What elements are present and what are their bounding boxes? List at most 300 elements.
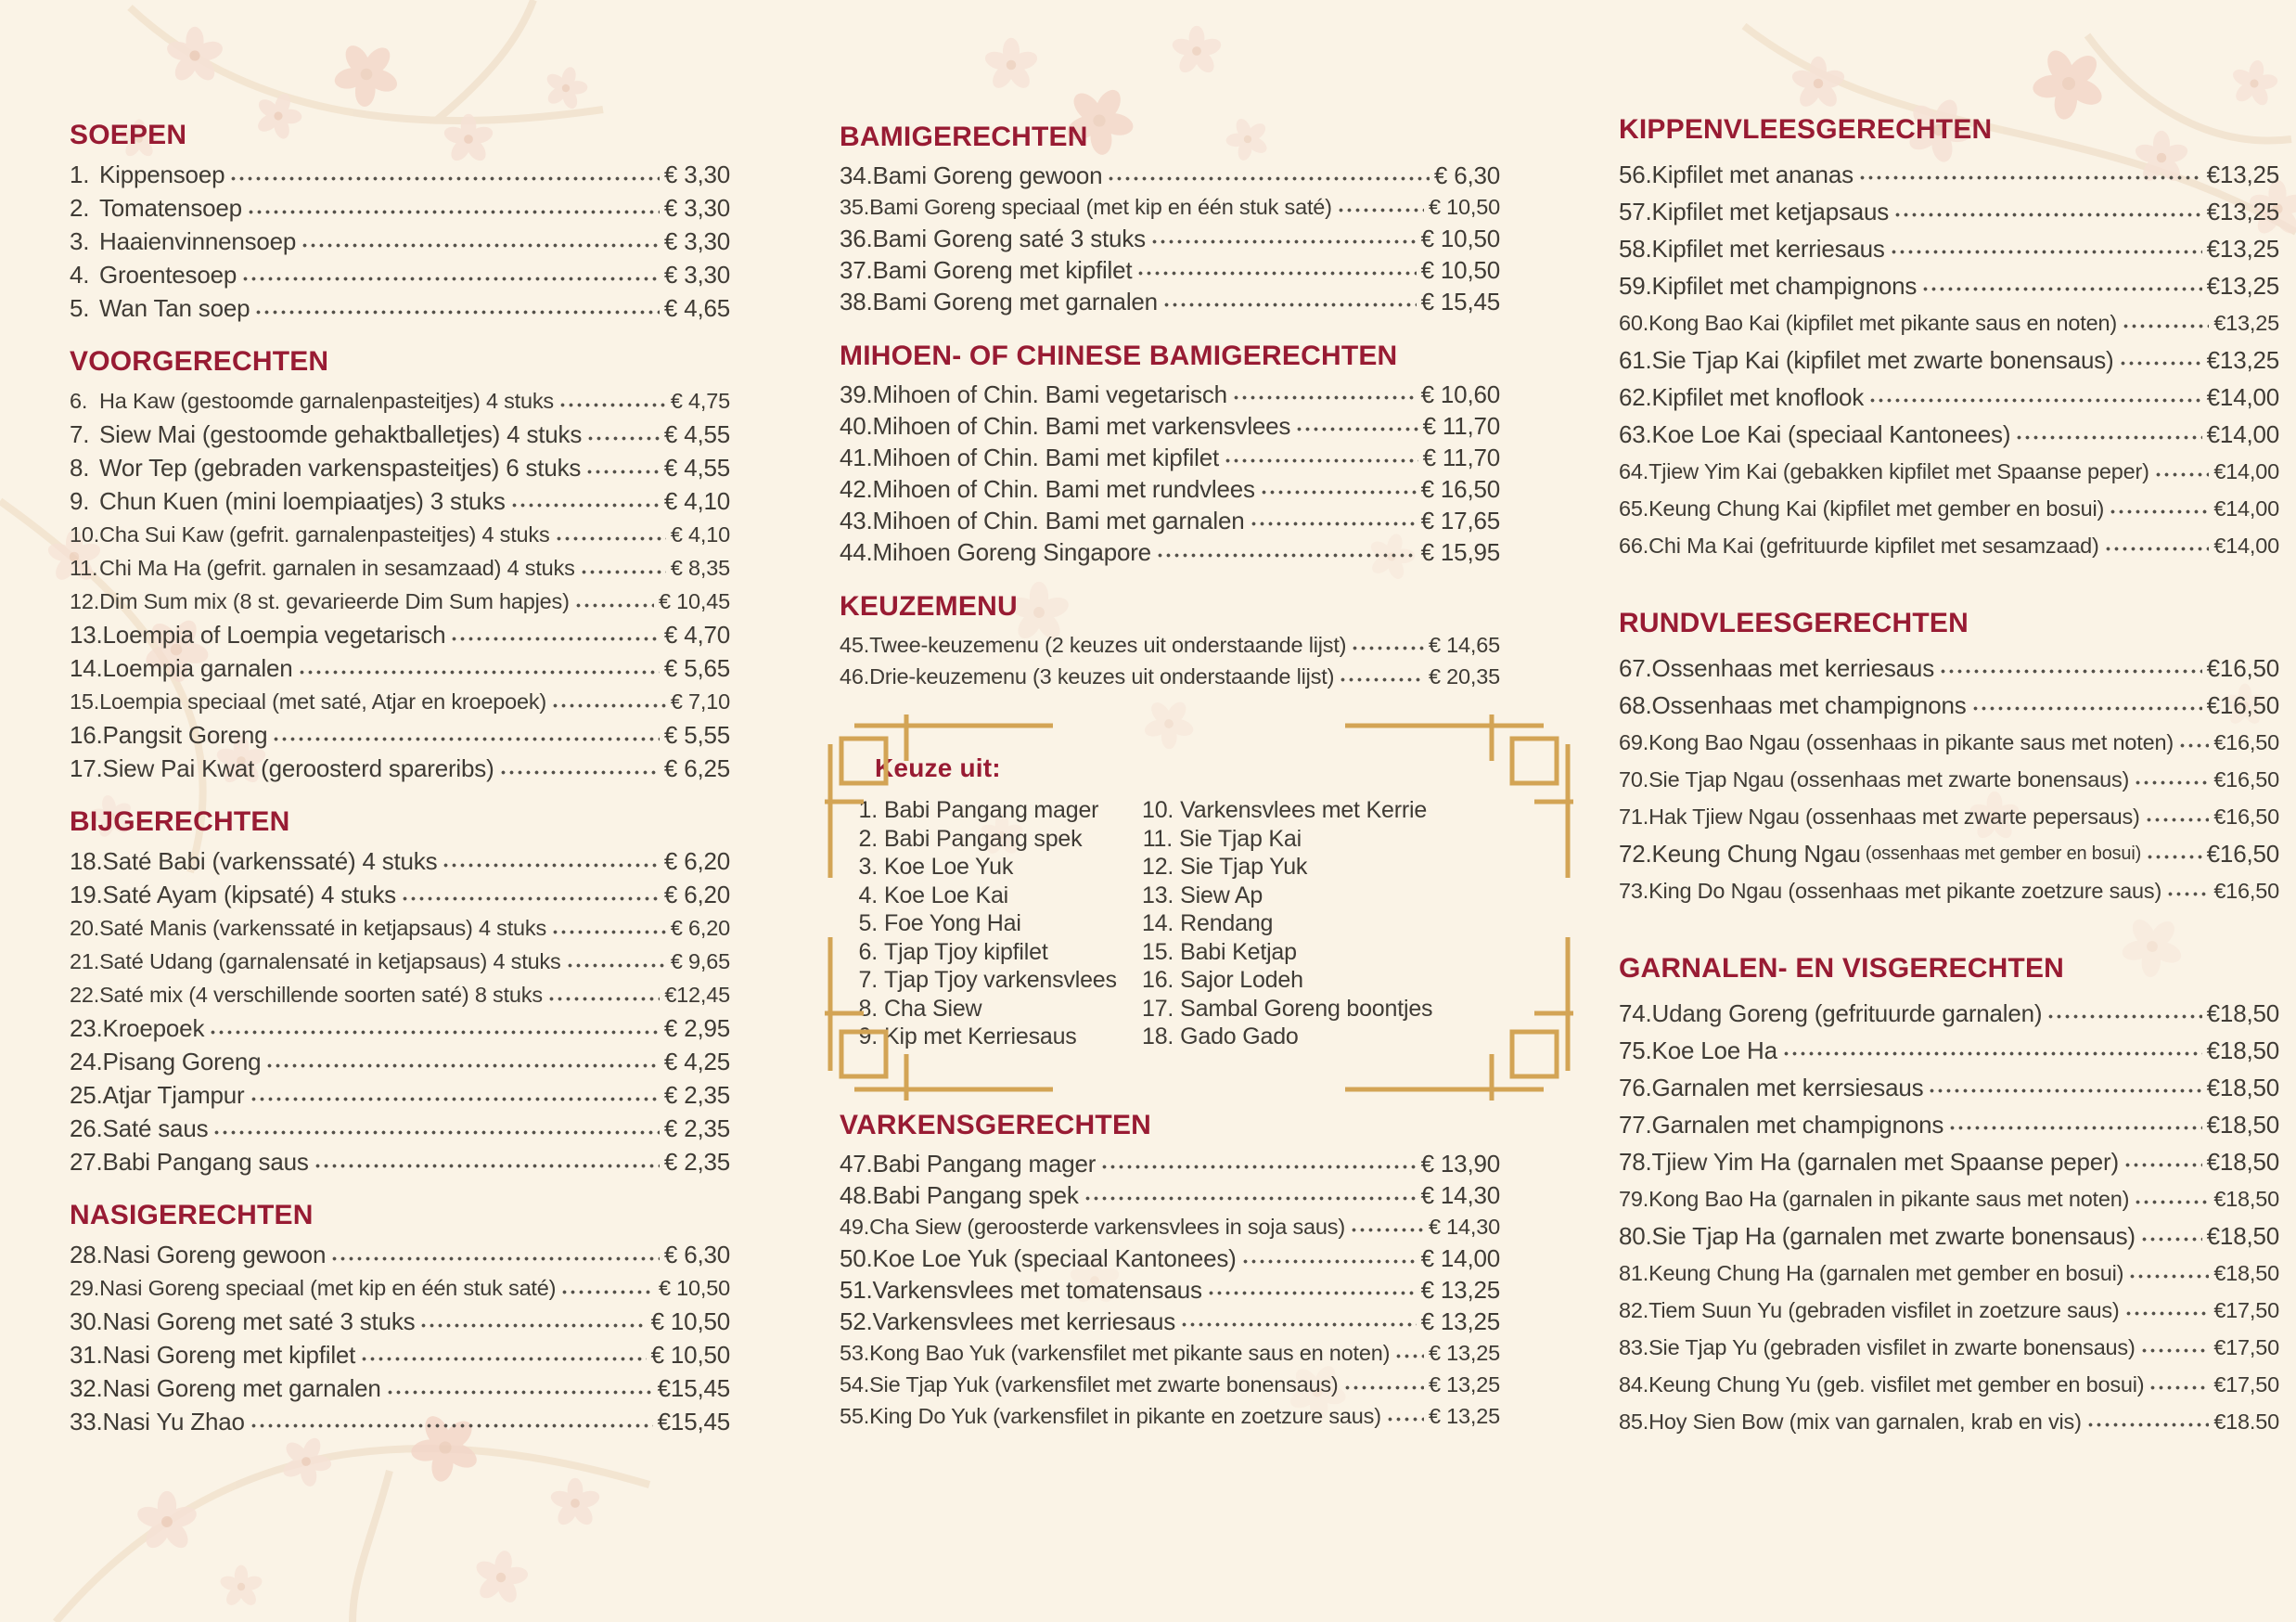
item-name: Wan Tan soep [99, 294, 250, 322]
item-name: Cha Sui Kaw (gefrit. garnalenpasteitjes) 4 stuks [99, 522, 550, 547]
item-price: € 13,25 [1420, 1276, 1500, 1304]
column-left [70, 121, 730, 1461]
dot-leader [551, 911, 666, 945]
dot-leader [2178, 724, 2209, 761]
menu-item [70, 1238, 730, 1271]
item-name: Chi Ma Kai (gefrituurde kipfilet met sesamzaad) [1648, 534, 2099, 558]
menu-item [70, 384, 730, 418]
menu-item [70, 1371, 730, 1405]
menu-item [70, 911, 730, 945]
item-name: Gado Gado [1180, 1023, 1299, 1049]
dot-leader [1890, 230, 2202, 267]
item-price: €14,00 [2206, 420, 2279, 448]
item-number: 42. [840, 475, 873, 503]
menu-item [840, 505, 1500, 536]
menu-item [1619, 1032, 2279, 1069]
menu-item [840, 1211, 1500, 1242]
dot-leader [1260, 473, 1417, 505]
item-name: Kipfilet met ananas [1651, 161, 1853, 188]
item-name: Bami Goreng saté 3 stuks [872, 225, 1146, 252]
item-name: Pisang Goreng [102, 1048, 262, 1075]
item-name: Sie Tjap Ngau (ossenhaas met zwarte bonensaus) [1648, 767, 2130, 792]
menu-item [840, 191, 1500, 223]
item-price: € 11,70 [1422, 444, 1500, 471]
dot-leader [247, 191, 660, 225]
item-price: € 5,55 [663, 721, 730, 749]
item-price: € 9,65 [670, 949, 730, 973]
item-number: 5. [858, 910, 878, 936]
item-price: €18,50 [2213, 1187, 2279, 1211]
item-name: Drie-keuzemenu (3 keuzes uit onderstaande lijst) [869, 664, 1335, 689]
choice-item [1142, 909, 1577, 938]
dot-leader [2154, 453, 2210, 490]
item-name: Tjiew Yim Kai (gebakken kipfilet met Spaanse peper) [1648, 459, 2149, 483]
item-name: Haaienvinnensoep [99, 227, 297, 255]
menu-item [70, 1405, 730, 1438]
item-name: Babi Pangang saus [102, 1148, 309, 1176]
item-price: € 10,45 [658, 589, 730, 613]
item-name: Sie Tjap Kai [1179, 825, 1302, 852]
item-price: € 20,35 [1428, 664, 1500, 689]
dot-leader [558, 384, 666, 418]
item-price: € 10,50 [658, 1276, 730, 1300]
dot-leader [2148, 1366, 2209, 1403]
item-name: Sie Tjap Kai (kipfilet met zwarte bonensaus) [1651, 346, 2114, 374]
section-title: KIPPENVLEESGERECHTEN [1619, 114, 1993, 145]
item-number: 85. [1619, 1410, 1649, 1434]
item-number: 29. [70, 1276, 100, 1300]
item-number: 48. [840, 1181, 873, 1209]
item-name: Keung Chung Ha (garnalen met gember en bosui) [1648, 1261, 2124, 1285]
dot-leader [1948, 1106, 2202, 1143]
menu-item [1619, 798, 2279, 835]
corner-ornament-icon [1345, 711, 1577, 878]
item-name: King Do Yuk (varkensfilet in pikante en zoetzure saus) [869, 1404, 1381, 1428]
item-name: Kong Bao Yuk (varkensfilet met pikante saus en noten) [869, 1341, 1391, 1365]
item-price: € 14,30 [1420, 1181, 1500, 1209]
item-name: Loempia garnalen [102, 654, 293, 682]
menu-item [840, 410, 1500, 442]
item-price: €15,45 [657, 1374, 730, 1402]
item-number: 65. [1619, 496, 1649, 521]
item-name: Udang Goreng (gefrituurde garnalen) [1651, 999, 2043, 1027]
section-title: VARKENSGERECHTEN [840, 1110, 1152, 1140]
menu-item [1619, 1180, 2279, 1217]
item-name: Groentesoep [99, 261, 237, 289]
dot-leader [551, 685, 666, 718]
item-number: 15. [70, 689, 100, 714]
menu-section [840, 122, 1500, 317]
column-middle-top [840, 122, 1500, 716]
menu-item [840, 1179, 1500, 1211]
item-price: €16,50 [2213, 730, 2279, 754]
dot-leader [250, 1405, 653, 1438]
item-name: Sie Tjap Ha (garnalen met zwarte bonensaus) [1651, 1222, 2136, 1250]
item-number: 73. [1619, 879, 1649, 903]
choice-item [1142, 882, 1577, 910]
item-number: 43. [840, 507, 873, 534]
menu-item [70, 585, 730, 618]
item-number: 39. [840, 380, 873, 408]
item-number: 61. [1619, 346, 1652, 374]
dot-leader [2140, 1329, 2210, 1366]
dot-leader [450, 618, 660, 651]
menu-item [1619, 156, 2279, 193]
section-title: BAMIGERECHTEN [840, 122, 1088, 152]
dot-leader [229, 158, 660, 191]
menu-item [70, 258, 730, 291]
item-price: € 10,50 [1420, 225, 1500, 252]
menu-item [1619, 1403, 2279, 1440]
item-name: Kroepoek [102, 1014, 205, 1042]
dot-leader [1868, 379, 2202, 416]
menu-item [70, 1305, 730, 1338]
item-number: 36. [840, 225, 873, 252]
item-name: Nasi Goreng gewoon [102, 1241, 327, 1268]
item-number: 3. [858, 854, 878, 880]
item-name: Sajor Lodeh [1180, 967, 1303, 993]
section-title: SOEPEN [70, 120, 187, 150]
item-name: King Do Ngau (ossenhaas met pikante zoetzure saus) [1648, 879, 2162, 903]
item-name: Wor Tep (gebraden varkenspasteitjes) 6 stuks [99, 454, 582, 482]
item-number: 12. [70, 589, 100, 613]
item-number: 44. [840, 538, 873, 566]
menu-item [1619, 1069, 2279, 1106]
dot-leader [555, 518, 666, 551]
item-number: 54. [840, 1372, 870, 1397]
dot-leader [2104, 527, 2210, 564]
item-name: Babi Pangang spek [872, 1181, 1079, 1209]
item-number: 23. [70, 1014, 103, 1042]
item-name: Keung Chung Ngau [1651, 840, 1861, 868]
menu-item [70, 418, 730, 451]
menu-item [70, 878, 730, 911]
item-price: € 4,65 [663, 294, 730, 322]
item-number: 32. [70, 1374, 103, 1402]
item-price: €13,25 [2206, 346, 2279, 374]
dot-leader [442, 844, 659, 878]
dot-leader [1180, 1306, 1417, 1337]
menu-item [1619, 761, 2279, 798]
item-price: € 6,20 [663, 881, 730, 908]
item-name: Kong Bao Ngau (ossenhaas in pikante saus met noten) [1648, 730, 2174, 754]
item-price: €16,50 [2213, 805, 2279, 829]
dot-leader [1971, 687, 2202, 724]
dot-leader [547, 978, 660, 1011]
item-price: € 2,95 [663, 1014, 730, 1042]
item-price: € 3,30 [663, 261, 730, 289]
item-price: € 2,35 [663, 1114, 730, 1142]
dot-leader [499, 752, 660, 785]
item-price: € 4,10 [663, 487, 730, 515]
item-number: 62. [1619, 383, 1652, 411]
item-name: Atjar Tjampur [102, 1081, 245, 1109]
item-price: € 6,30 [1433, 161, 1500, 189]
item-number: 79. [1619, 1187, 1649, 1211]
item-name: Mihoen of Chin. Bami met varkensvlees [872, 412, 1291, 440]
dot-leader [1224, 442, 1418, 473]
dot-leader [1207, 1274, 1417, 1306]
menu-item [1619, 341, 2279, 379]
item-name: Nasi Goreng met saté 3 stuks [102, 1307, 416, 1335]
item-number: 67. [1619, 654, 1652, 682]
dot-leader [254, 291, 660, 325]
item-number: 28. [70, 1241, 103, 1268]
choice-item [847, 909, 1142, 938]
item-name: Koe Loe Kai [884, 882, 1009, 908]
menu-section [840, 1111, 1500, 1432]
item-price: €14,00 [2213, 496, 2279, 521]
item-price: € 13,25 [1428, 1372, 1500, 1397]
section-title: KEUZEMENU [840, 591, 1018, 622]
item-name: Saté saus [102, 1114, 209, 1142]
item-name: Loempia of Loempia vegetarisch [102, 621, 446, 649]
item-number: 11. [70, 556, 98, 580]
menu-section [1619, 115, 2279, 564]
dot-leader [386, 1371, 653, 1405]
item-name: Kong Bao Ha (garnalen in pikante saus met noten) [1648, 1187, 2130, 1211]
item-name: Hoy Sien Bow (mix van garnalen, krab en vis) [1648, 1410, 2082, 1434]
item-name: Bami Goreng met garnalen [872, 288, 1158, 315]
choice-item [847, 882, 1142, 910]
menu-item [70, 291, 730, 325]
dot-leader [301, 225, 660, 258]
menu-item [70, 844, 730, 878]
dot-leader [585, 451, 660, 484]
menu-item [70, 1271, 730, 1305]
menu-item [1619, 267, 2279, 304]
item-name: Bami Goreng speciaal (met kip en één stuk saté) [869, 195, 1332, 219]
menu-item [70, 1011, 730, 1045]
item-number: 15. [1142, 938, 1174, 965]
menu-item [840, 1148, 1500, 1179]
item-number: 7. [858, 967, 878, 993]
item-price: €18,50 [2213, 1261, 2279, 1285]
menu-item [1619, 650, 2279, 687]
menu-section [70, 807, 730, 1178]
item-price: €18,50 [2206, 1111, 2279, 1139]
item-price: € 2,35 [663, 1148, 730, 1176]
item-number: 4. [858, 882, 878, 908]
menu-item [1619, 1366, 2279, 1403]
item-name: Sie Tjap Yuk [1180, 854, 1308, 880]
item-name: Saté Babi (varkenssaté) 4 stuks [102, 847, 438, 875]
item-name: Cha Siew [884, 995, 982, 1022]
corner-ornament-icon [821, 711, 1053, 878]
menu-item [1619, 379, 2279, 416]
item-name: Mihoen of Chin. Bami vegetarisch [872, 380, 1227, 408]
item-number: 72. [1619, 840, 1652, 868]
menu-item [840, 1274, 1500, 1306]
item-price: € 13,90 [1420, 1150, 1500, 1178]
item-name: Ha Kaw (gestoomde garnalenpasteitjes) 4 stuks [99, 389, 554, 413]
item-price: € 3,30 [663, 194, 730, 222]
item-price: €13,25 [2213, 311, 2279, 335]
item-name: Kipfilet met champignons [1651, 272, 1918, 300]
dot-leader [2119, 341, 2202, 379]
item-number: 24. [70, 1048, 103, 1075]
item-price: €12,45 [664, 983, 730, 1007]
item-price: €16,50 [2213, 767, 2279, 792]
item-price: € 14,30 [1428, 1215, 1500, 1239]
menu-item [1619, 995, 2279, 1032]
menu-item [1619, 230, 2279, 267]
item-name: Tjap Tjoy varkensvlees [884, 967, 1117, 993]
dot-leader [1394, 1337, 1424, 1369]
menu-section [70, 1201, 730, 1438]
item-number: 77. [1619, 1111, 1652, 1139]
item-number: 14. [70, 654, 103, 682]
dot-leader [1162, 286, 1417, 317]
dot-leader [1295, 410, 1417, 442]
menu-item [840, 661, 1500, 692]
item-number: 1. [858, 797, 878, 823]
menu-section [70, 347, 730, 785]
menu-item [1619, 490, 2279, 527]
item-number: 50. [840, 1244, 873, 1272]
dot-leader [314, 1145, 660, 1178]
item-name: Nasi Yu Zhao [102, 1408, 245, 1435]
dot-leader [2128, 1255, 2209, 1292]
dot-leader [510, 484, 660, 518]
item-name: Kipfilet met knoflook [1651, 383, 1865, 411]
dot-leader [1782, 1032, 2202, 1069]
item-name: Loempia speciaal (met saté, Atjar en kroepoek) [99, 689, 547, 714]
menu-item [1619, 1217, 2279, 1255]
dot-leader [586, 418, 660, 451]
dot-leader [1339, 661, 1424, 692]
item-name: Sambal Goreng boontjes [1180, 995, 1433, 1022]
item-name: Garnalen met champignons [1651, 1111, 1944, 1139]
item-name: Siew Ap [1180, 882, 1263, 908]
item-name: Koe Loe Kai (speciaal Kantonees) [1651, 420, 2011, 448]
item-name: Sie Tjap Yuk (varkensfilet met zwarte bonensaus) [869, 1372, 1339, 1397]
item-number: 16. [1142, 967, 1174, 993]
item-number: 84. [1619, 1372, 1649, 1397]
item-name: Bami Goreng met kipfilet [872, 256, 1133, 284]
corner-ornament-icon [1345, 937, 1577, 1104]
menu-item [840, 442, 1500, 473]
item-number: 22. [70, 983, 100, 1007]
menu-item [70, 978, 730, 1011]
dot-leader [2123, 1143, 2202, 1180]
dot-leader [560, 1271, 654, 1305]
dot-leader [1343, 1369, 1424, 1400]
item-price: €18,50 [2206, 1074, 2279, 1101]
item-price: € 4,25 [663, 1048, 730, 1075]
item-name: Varkensvlees met Kerrie [1180, 797, 1428, 823]
item-price: € 4,10 [670, 522, 730, 547]
item-name: Chi Ma Ha (gefrit. garnalen in sesamzaad) 4 stuks [99, 556, 575, 580]
menu-item [70, 451, 730, 484]
item-number: 35. [840, 195, 870, 219]
dot-leader [2134, 761, 2209, 798]
item-number: 66. [1619, 534, 1649, 558]
item-price: € 16,50 [1420, 475, 1500, 503]
item-name: Kipfilet met ketjapsaus [1651, 198, 1890, 225]
dot-leader [1156, 536, 1417, 568]
item-price: € 4,55 [663, 420, 730, 448]
dot-leader [419, 1305, 646, 1338]
item-name: Varkensvlees met kerriesaus [872, 1307, 1176, 1335]
item-number: 26. [70, 1114, 103, 1142]
dot-leader [298, 651, 660, 685]
item-price: €17,50 [2213, 1372, 2279, 1397]
item-price: €17,50 [2213, 1335, 2279, 1359]
menu-item [1619, 1106, 2279, 1143]
item-name: Bami Goreng gewoon [872, 161, 1103, 189]
item-number: 11. [1142, 825, 1173, 852]
item-number: 47. [840, 1150, 873, 1178]
section-title: VOORGERECHTEN [70, 346, 329, 377]
item-price: € 6,30 [663, 1241, 730, 1268]
item-name: Babi Pangang mager [872, 1150, 1097, 1178]
item-price: € 13,25 [1428, 1404, 1500, 1428]
column-middle-bottom [840, 1111, 1500, 1432]
item-price: €18,50 [2206, 999, 2279, 1027]
item-number: 76. [1619, 1074, 1652, 1101]
dot-leader [2015, 416, 2201, 453]
menu-section [840, 592, 1500, 692]
menu-item [1619, 416, 2279, 453]
item-name: Koe Loe Ha [1651, 1036, 1777, 1064]
menu-item [70, 1078, 730, 1112]
dot-leader [1107, 160, 1429, 191]
item-number: 81. [1619, 1261, 1649, 1285]
item-name: Koe Loe Yuk [884, 854, 1014, 880]
menu-item [70, 945, 730, 978]
dot-leader [1150, 223, 1417, 254]
menu-item [840, 1306, 1500, 1337]
item-number: 83. [1619, 1335, 1649, 1359]
item-number: 12. [1142, 854, 1174, 880]
dot-leader [1100, 1148, 1416, 1179]
menu-item [70, 225, 730, 258]
item-number: 51. [840, 1276, 873, 1304]
dot-leader [209, 1011, 660, 1045]
item-number: 10. [1142, 797, 1174, 823]
item-price: € 2,35 [663, 1081, 730, 1109]
item-number: 4. [70, 261, 90, 289]
item-number: 45. [840, 633, 870, 657]
item-name: Foe Yong Hai [884, 910, 1021, 936]
item-number: 55. [840, 1404, 870, 1428]
item-price: €18,50 [2206, 1036, 2279, 1064]
item-price: €14,00 [2213, 459, 2279, 483]
menu-item [70, 1112, 730, 1145]
item-name: Twee-keuzemenu (2 keuzes uit onderstaande lijst) [869, 633, 1347, 657]
item-price: € 14,65 [1428, 633, 1500, 657]
item-name: Hak Tjiew Ngau (ossenhaas met zwarte pepersaus) [1648, 805, 2140, 829]
menu-item [70, 685, 730, 718]
item-number: 75. [1619, 1036, 1652, 1064]
dot-leader [1136, 254, 1416, 286]
item-price: €13,25 [2206, 198, 2279, 225]
item-price: €14,00 [2206, 383, 2279, 411]
item-name: Rendang [1180, 910, 1274, 936]
menu-item [840, 536, 1500, 568]
dot-leader [574, 585, 654, 618]
dot-leader [360, 1338, 646, 1371]
item-name: Pangsit Goreng [102, 721, 268, 749]
menu-section [1619, 609, 2279, 909]
item-number: 16. [70, 721, 103, 749]
item-name: Kip met Kerriesaus [884, 1023, 1077, 1049]
item-number: 58. [1619, 235, 1652, 263]
dot-leader [1928, 1069, 2201, 1106]
item-name: Kipfilet met kerriesaus [1651, 235, 1885, 263]
item-price: € 10,50 [650, 1307, 730, 1335]
